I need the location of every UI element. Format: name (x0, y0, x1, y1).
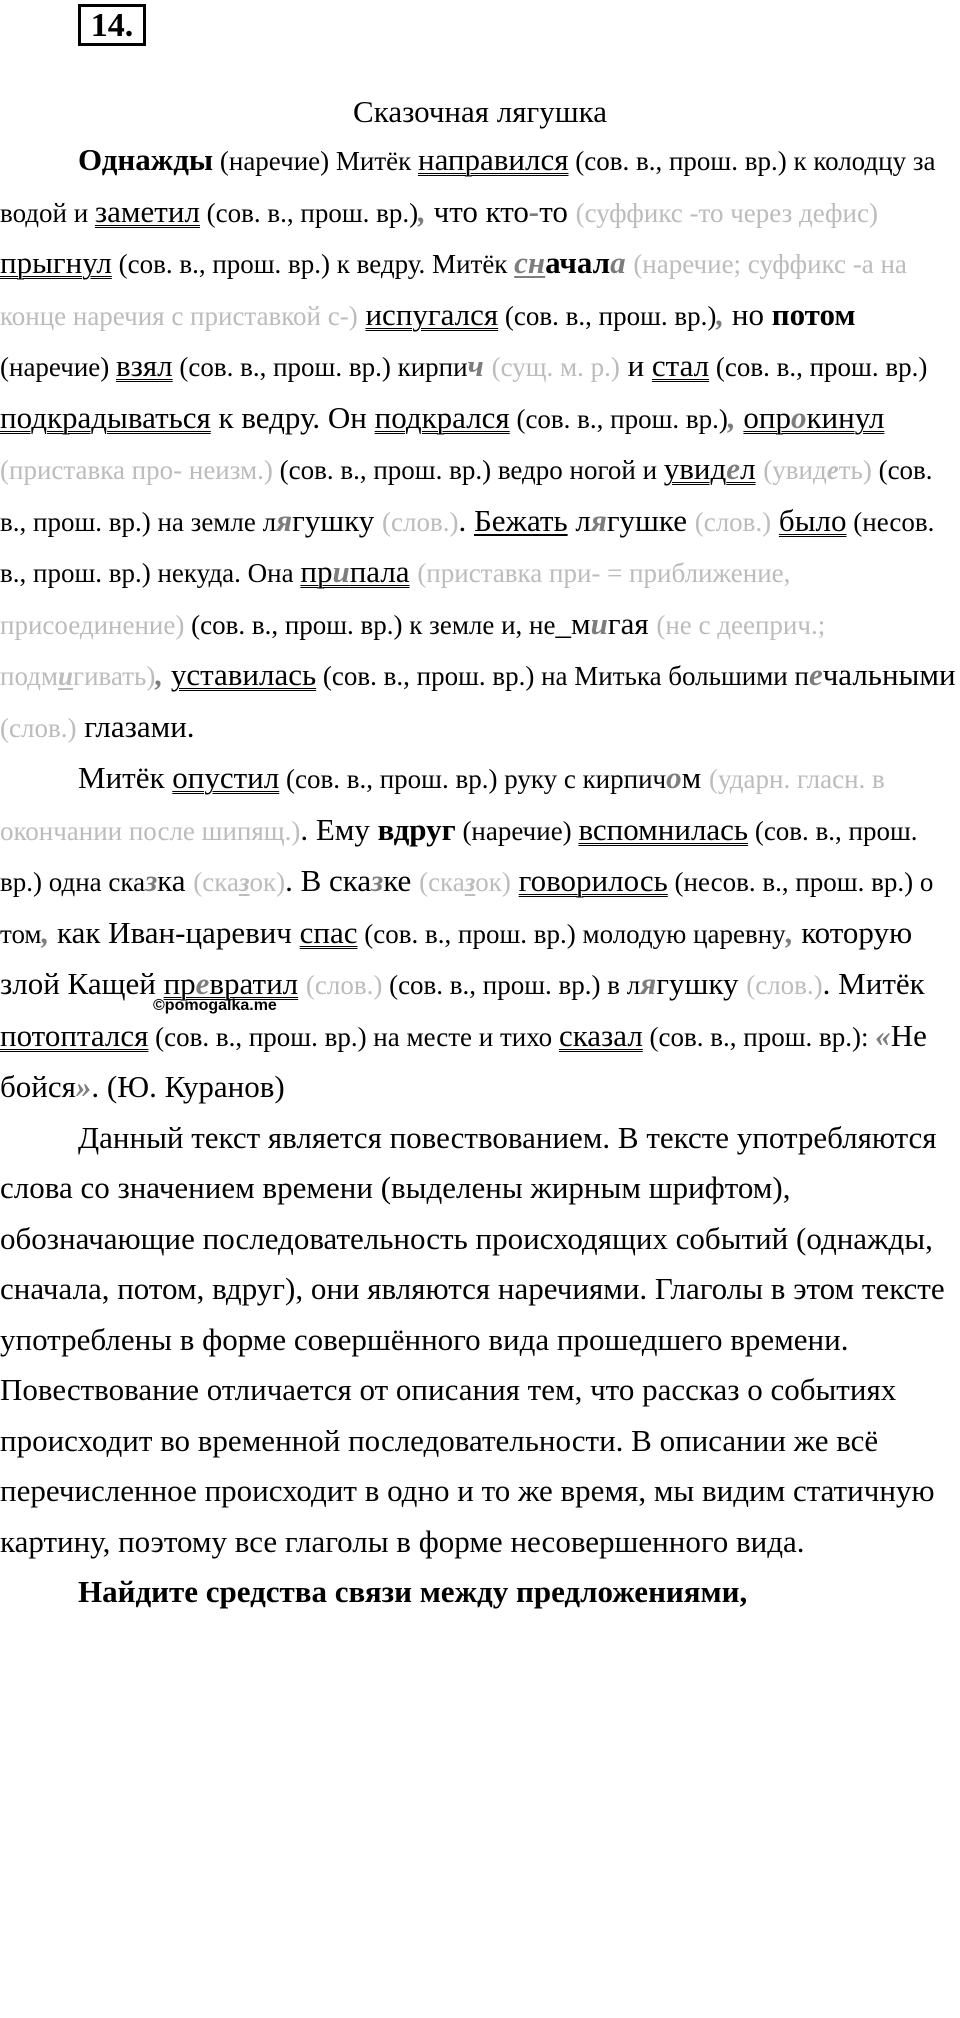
highlight-mark: о (666, 760, 682, 795)
text-fragment: пала (349, 554, 410, 589)
text-fragment: пр (300, 554, 333, 589)
predicate: прыгнул (0, 245, 112, 280)
space (511, 863, 519, 898)
bold-word: потом (771, 296, 856, 332)
text-fragment: . Митёк (822, 966, 925, 1001)
watermark: ©pomogalka.me (153, 997, 277, 1014)
highlight-mark: и (332, 554, 350, 589)
text-fragment: ок) (475, 867, 511, 897)
gray-note (193, 867, 285, 897)
annotation: (несов. в., прош. вр.) о том (0, 867, 934, 949)
space (484, 348, 492, 383)
paragraph-2 (0, 753, 960, 1113)
highlight-mark: , (785, 914, 794, 950)
text-fragment: гушку (656, 966, 747, 1001)
highlight-mark: е (808, 657, 823, 692)
text-fragment: гушку (292, 502, 383, 538)
text-fragment: как Иван-царевич (49, 914, 300, 950)
annotation: (сов. в., прош. вр.) к ведру. Митёк (111, 249, 515, 279)
text-fragment: опр (743, 399, 791, 435)
text-fragment: (не с дееприч.; подм (0, 609, 826, 691)
text-fragment: л (567, 502, 591, 538)
highlight-mark: я (276, 502, 293, 538)
text-fragment: ка (157, 863, 194, 898)
text-fragment: и (619, 348, 652, 383)
text-fragment: (увид (763, 455, 827, 485)
predicate: сказал (558, 1017, 643, 1053)
annotation: (сов. в., прош. вр.) кирпи (172, 352, 468, 382)
highlight-mark: , (727, 399, 736, 435)
highlight-mark: з (145, 863, 158, 898)
text-fragment: но (724, 296, 772, 332)
bold-word: вдруг (377, 811, 456, 847)
annotation: (сов. в., прош. вр.) молодую царевну (357, 918, 786, 949)
predicate: направился (417, 142, 569, 177)
text-fragment: ок) (249, 867, 286, 897)
annotation: (сов. в., прош. вр.) ведро ногой и (272, 455, 664, 485)
predicate (300, 554, 409, 589)
gray-note: (приставка при- = приближение, присоединение) (0, 558, 791, 640)
highlight-mark: , (155, 657, 164, 692)
annotation: (сов. в., прош. вр.) (498, 300, 717, 331)
bold-question: Найдите средства связи между предложениями, (78, 1574, 748, 1609)
annotation: (наречие) (0, 352, 116, 382)
text-fragment: увид (663, 451, 727, 486)
text-fragment: ть) (838, 455, 872, 485)
text-fragment: . (458, 502, 474, 538)
annotation: (сов. в., прош. вр.) к колодцу за водой и (0, 146, 936, 228)
highlight-mark: » (75, 1069, 92, 1104)
predicate (164, 966, 299, 1001)
predicate: подкрадываться (0, 399, 211, 435)
annotation: (сов. в., прош. вр.) на Митька большими п (316, 661, 809, 691)
text-fragment: то (539, 193, 576, 229)
predicate: спас (299, 914, 358, 950)
highlight-mark: о (791, 399, 807, 435)
text-fragment: которую злой Кащей (0, 914, 913, 1001)
predicate: говорилось (518, 863, 668, 898)
text-fragment: л (740, 451, 756, 486)
text-fragment: вратил (209, 966, 299, 1001)
predicate: потоптался (0, 1017, 149, 1053)
task-number: 14. (78, 4, 146, 46)
text-fragment: чальными (822, 657, 956, 692)
text-fragment: пр (163, 966, 196, 1001)
text-fragment: (ска (193, 867, 239, 897)
gray-note: (слов.) (694, 506, 772, 537)
predicate (743, 400, 884, 435)
text-title: Сказочная лягушка (353, 94, 607, 129)
highlight-mark: я (640, 966, 657, 1001)
annotation: (сов. в., прош. вр.) в л (382, 970, 641, 1000)
task-question (0, 1567, 960, 1618)
gray-note (419, 867, 511, 897)
annotation: (наречие) (455, 815, 579, 846)
highlight-mark: з (371, 863, 384, 898)
predicate: испугался (365, 296, 499, 332)
predicate: опустил (172, 760, 280, 795)
highlight-mark: з (238, 867, 250, 897)
space (771, 503, 779, 538)
text-fragment: Митёк (78, 760, 173, 795)
subject: Бежать (473, 502, 568, 538)
annotation: (сов. в., прош. вр.) одна ска (0, 815, 918, 897)
highlight-mark: а (610, 245, 626, 280)
highlight-mark: з (464, 867, 476, 897)
gray-note: (слов.) (746, 970, 823, 1000)
predicate: взял (116, 348, 173, 383)
gray-note: (слов.) (0, 712, 77, 743)
gray-note (763, 455, 872, 485)
annotation: (сов. в., прош. вр.) на земле л (0, 455, 933, 537)
text-fragment: . Ему (300, 811, 378, 847)
highlight-mark: « (875, 1017, 891, 1053)
predicate (664, 451, 756, 486)
predicate: уставилась (170, 657, 317, 692)
text-fragment: (ска (419, 867, 465, 897)
space (298, 966, 306, 1001)
gray-note: (слов.) (305, 970, 383, 1000)
predicate: было (778, 502, 847, 538)
bold-word: ачал (545, 245, 611, 280)
annotation: (несов. в., прош. вр.) некуда. Она (0, 506, 935, 588)
highlight-mark: - (528, 193, 540, 229)
highlight-mark: , (716, 296, 725, 332)
highlight-mark: и (58, 661, 74, 691)
annotation: (сов. в., прош. вр.) к земле и, не (184, 609, 556, 640)
text-fragment: к ведру. Он (210, 399, 375, 435)
text-fragment: м (681, 760, 709, 795)
highlight-mark: е (195, 966, 210, 1001)
text-fragment: гая (607, 605, 657, 641)
annotation: (наречие) Митёк (213, 146, 418, 176)
bold-word: Однажды (78, 142, 214, 177)
annotation: (сов. в., прош. вр.) руку с кирпич (279, 764, 667, 794)
gray-note: (суффикс -то через дефис) (575, 197, 878, 228)
gray-note: (приставка про- неизм.) (0, 455, 273, 485)
text-fragment: _ (555, 605, 571, 641)
text-body (0, 135, 960, 1618)
text-fragment: . (Ю. Куранов) (91, 1069, 285, 1104)
text-fragment: глазами. (76, 708, 195, 744)
highlight-mark: ч (467, 348, 484, 383)
gray-note: (ударн. гласн. в окончании после шипящ.) (0, 764, 885, 846)
gray-note: (наречие; суффикс -а на конце наречия с приставкой с-) (0, 249, 907, 331)
annotation: (сов. в., прош. вр.) (509, 403, 728, 434)
gray-note: (сущ. м. р.) (491, 352, 620, 382)
highlight-mark: , (41, 914, 50, 950)
predicate: заметил (94, 193, 200, 229)
text-fragment: что кто (425, 193, 529, 229)
text-fragment: . В ска (285, 863, 372, 898)
text-fragment: кинул (806, 399, 885, 435)
highlight-mark: е (826, 455, 839, 485)
text-fragment: гушке (606, 502, 695, 538)
text-fragment: гивать) (73, 661, 156, 691)
annotation: (сов. в., прош. вр.): (642, 1021, 876, 1052)
paragraph-3: Данный текст является повествованием. В тексте употребляются слова со значением времени (выделены жирным шрифтом), обозначающие последовательность происходящих событий (однажды, сначала, потом, вдруг), они являются наречиями. Глаголы в этом тексте употреблены в форме совершённого вида прошедшего времени. Повествование отличается от описания тем, что рассказ о событиях происходит во временной последовательности. В описании же всё перечисленное происходит в одно и то же время, мы видим статичную картину, поэтому все глаголы в форме несовершенного вида. (0, 1119, 945, 1559)
highlight-mark: е (726, 451, 741, 486)
space (163, 657, 171, 692)
highlight-mark: и (590, 605, 608, 641)
predicate: подкрался (374, 399, 510, 435)
annotation: (сов. в., прош. вр.) (199, 197, 419, 228)
predicate: вспомнилась (578, 811, 749, 847)
annotation: (сов. в., прош. вр.) на месте и тихо (148, 1021, 559, 1052)
highlight-mark: я (590, 502, 607, 538)
text-fragment: Не бойся (0, 1017, 927, 1104)
paragraph-1 (0, 135, 960, 753)
text-fragment: м (571, 605, 591, 641)
text-fragment: ке (383, 863, 420, 898)
gray-note: (слов.) (382, 506, 459, 537)
annotation: (сов. в., прош. вр.) (709, 352, 928, 382)
highlight-mark: сн (514, 245, 546, 280)
predicate: стал (651, 348, 710, 383)
highlight-mark: , (418, 193, 426, 229)
